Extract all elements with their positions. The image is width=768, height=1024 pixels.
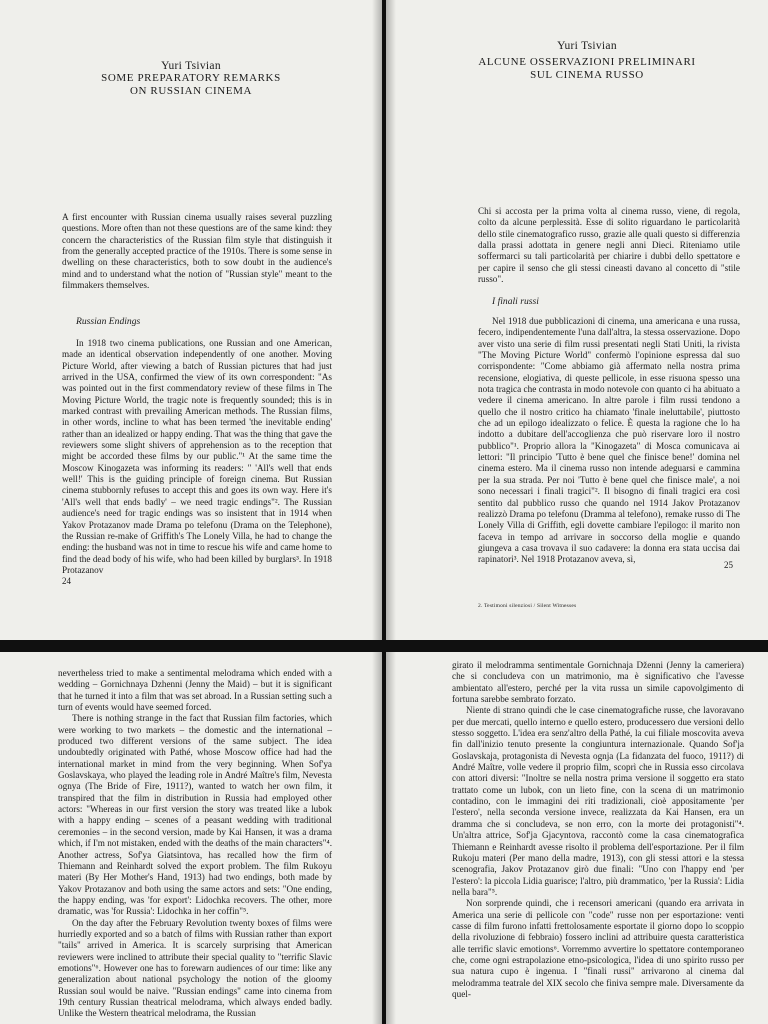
- title-line-1: SOME PREPARATORY REMARKS: [101, 72, 281, 84]
- intro-paragraph: [62, 212, 332, 291]
- section-text: Nel 1918 due pubblicazioni di cinema, una americana e una russa, fecero, indipendentemente l'una dall'altra, la stessa osservazione. Dopo aver visto una serie di film russi presentati negli Stati Uniti, la rivista "The Moving Picture World" confermò l'opinione espressa dal suo corrispondente: "Come abbiamo già affermato nella nostra prima recensione, elogiativa, di queste pellicole, in esse risuona spesso una nota tragica che contrasta in modo notevole con quanto ci ha abituato a vedere il cinema americano. In altre parole i film russi tendono a quello che il nostro critico ha chiamato 'finale ineluttabile', piuttosto che ad un epilogo idealizzato o felice. È questa la ragione che lo ha indotto a dubitare dell'accoglienza che può riservare loro il nostro pubblico"¹. Proprio allora la "Kinogazeta" di Mosca comunicava ai lettori: "Il principio 'Tutto è bene quel che finisce bene!' domina nel cinema estero. Ma il cinema russo non intende adeguarsi e cammina per la sua strada. Per noi 'Tutto è bene quel che finisce male', a noi sono necessari i finali tragici"². Il bisogno di finali tragici era così sentito dal pubblico russo che quando nel 1914 Jakov Protazanov realizzò Drama po telefonu (Dramma al telefono), remake russo di The Lonely Villa di Griffith, egli dovette cambiare l'epilogo: il marito non faceva in tempo ad arrivare in soccorso della moglie e quando giungeva a casa trovava il suo cadavere: la donna era stata uccisa dai rapinatori³. Nel 1918 Protazanov aveva, sì,: [478, 316, 740, 565]
- gutter-shadow: [372, 652, 382, 1024]
- running-footer: 2. Testimoni silenziosi / Silent Witnesses: [478, 603, 577, 609]
- paragraph-1: girato il melodramma sentimentale Gornichnaja Dženni (Jenny la cameriera) che si concludeva con un matrimonio, ma è significativo che l'avesse ambientato all'estero, perché per la vita russa un simile capovolgimento di fortuna sarebbe sembrato forzato.: [452, 660, 744, 705]
- page-number: 24: [62, 576, 71, 586]
- paragraph-3: Non sorprende quindi, che i recensori americani (quando era arrivata in America una serie di pellicole con "code" russe non per esportazione: venti casse di film furono infatti frettolosamente esportate il giorno dopo lo scoppio della rivoluzione di febbraio) fossero inclini ad attribuire questa caratteristica alle terrific slavic emotions⁶. Vorremmo avvertire lo spettatore contemporaneo che, come ogni estrapolazione etno-psicologica, l'idea di uno spirito russo per sua natura cupo è ingenua. I "finali russi" arrivarono al cinema dal melodramma teatrale del XIX secolo che finiva sempre male. Diversamente da quel-: [452, 898, 744, 999]
- gutter-shadow: [372, 0, 382, 640]
- intro-paragraph: [478, 206, 740, 285]
- section-text: In 1918 two cinema publications, one Russian and one American, made an identical observation independently of one another. Moving Picture World, after viewing a batch of Russian pictures that had just arrived in the USA, confirmed the view of its own correspondent: "As was pointed out in the first commendatory review of these films in The Moving Picture World, the tragic note is frequently sounded; this is in marked contrast with prevailing American methods. The Russian films, in other words, incline to what has been termed 'the inevitable ending' rather than an idealized or happy ending. That was the thing that gave the reviewers some slight shivers of apprehension as to the reception that might be accorded these films by our public."¹ At the same time the Moscow Kinogazeta was informing its readers: " 'All's well that ends well!' This is the guiding principle of foreign cinema. But Russian cinema stubbornly refuses to accept this and goes its own way. Here it's 'All's well that ends badly' – we need tragic endings"². The Russian audience's need for tragic endings was so insistent that in 1914 when Yakov Protazanov made Drama po telefonu (Drama on the Telephone), the Russian re-make of Griffith's The Lonely Villa, he had to change the ending: the husband was not in time to rescue his wife and came home to find the dead body of his wife, who had been killed by burglars³. In 1918 Protazanov: [62, 338, 332, 575]
- paragraph-3: On the day after the February Revolution twenty boxes of films were hurriedly exported and so a batch of films with Russian rather than export "tails" arrived in America. It is scarcely surprising that American reviewers were inclined to attribute their special quality to "terrific Slavic emotions"⁶. However one has to forewarn audiences of our time: like any generalization about national psychology the notion of the gloomy Russian soul would be naive. "Russian endings" came into cinema from 19th century Russian theatrical melodrama, which always ended badly. Unlike the Western theatrical melodrama, the Russian: [58, 917, 332, 1019]
- page-26-english: [0, 652, 382, 1024]
- essay-title: [406, 56, 768, 82]
- paragraph-2: There is nothing strange in the fact that Russian film factories, which were working to two markets – the domestic and the international – produced two different versions of the same subject. The idea undoubtedly originated with Pathé, whose Moscow office had had the international market in mind from the very beginning. When Sof'ya Goslavskaya, who played the leading role in André Maître's film, Nevesta ognya (The Bride of Fire, 1911?), wanted to watch her own film, it transpired that the film in distribution in Russia had employed other actors: "Whereas in our first version the story was treated like a lubok with a happy ending – scenes of a peasant wedding with traditional ceremonies – in the second version, made by Kai Hansen, it was a drama which, if I'm not mistaken, ended with the deaths of the main characters"⁴. Another actress, Sof'ya Giatsintova, has recalled how the firm of Thiemann and Reinhardt solved the export problem. The film Rukoyu materi (By Her Mother's Hand, 1913) had two endings, both made by Yakov Protazanov and both using the same actors and sets: "One ending, the happy ending, was 'for export': Lidochka recovers. The other, more dramatic, was 'for Russia': Lidochka in her coffin"⁵.: [58, 713, 332, 917]
- section-body: [62, 338, 332, 576]
- page-25-italian: [386, 0, 768, 640]
- title-line-1: ALCUNE OSSERVAZIONI PRELIMINARI: [478, 56, 696, 68]
- page-number: 25: [724, 560, 733, 570]
- title-line-2: SUL CINEMA RUSSO: [530, 69, 644, 81]
- body-column: [452, 660, 744, 1000]
- gutter-shadow: [386, 0, 396, 640]
- body-column: [58, 668, 332, 1020]
- section-body: [478, 316, 740, 566]
- section-heading: I finali russi: [492, 296, 539, 307]
- author-name: Yuri Tsivian: [161, 60, 221, 72]
- paragraph-2: Niente di strano quindi che le case cinematografiche russe, che lavoravano per due mercati, quello interno e quello estero, producessero due versioni dello stesso soggetto. L'idea era senz'altro della Pathé, la cui filiale moscovita aveva fin dall'inizio tenuto presente la congiuntura internazionale. Quando Sof'ja Goslavskaja, protagonista di Nevesta ognja (La fidanzata del fuoco, 1911?) di André Maître, volle vedere il proprio film, scoprì che in Russia esso circolava con attori diversi: "Inoltre se nella nostra prima versione il soggetto era stato trattato come un lubok, con un lieto fine, con la scena di un matrimonio contadino, con le immagini dei riti tradizionali, cioè appositamente 'per l'estero', nella seconda versione invece, realizzata da Kai Hansen, era un dramma che si concludeva, se non erro, con la morte dei protagonisti"⁴. Un'altra attrice, Sof'ja Gjacyntova, raccontò come la casa cinematografica Thiemann e Reinhardt avesse risolto il problema dell'esportazione. Per il film Rukoju materi (Per mano della madre, 1913), con gli stessi attori e la stessa scenografia, Jakov Protazanov girò due finali: "Uno con l'happy end 'per l'estero': la piccola Lidia guarisce; l'altro, più drammatico, 'per la Russia': Lidia nella bara"⁵.: [452, 705, 744, 897]
- scan-divider: [0, 640, 768, 652]
- page-24-english: [0, 0, 382, 640]
- paragraph-1: nevertheless tried to make a sentimental melodrama which ended with a wedding – Gornichnaya Dzhenni (Jenny the Maid) – but it is significant that he turned it into a film that was set abroad. In a Russian setting such a turn of events would have seemed forced.: [58, 668, 332, 713]
- author-name: Yuri Tsivian: [557, 40, 617, 52]
- intro-text: A first encounter with Russian cinema usually raises several puzzling questions. More often than not these questions are of the same kind: they concern the characteristics of the Russian film style that distinguish it from the generally accepted practice of the 1910s. There is some sense in dwelling on these characteristics, both to sow doubt in the audience's mind and to understand what the notion of "Russian style" meant to the filmmakers themselves.: [62, 212, 332, 291]
- essay-title: [0, 72, 382, 98]
- section-heading: Russian Endings: [76, 316, 141, 327]
- intro-text: Chi si accosta per la prima volta al cinema russo, viene, di regola, colto da alcune perplessità. Esse di solito riguardano le particolarità dello stile cinematografico russo, grazie alle quali questo si differenzia dalla prassi adottata in genere negli anni Dieci. Riteniamo utile soffermarci su tali particolarità per chiarire i dubbi dello spettatore e per capire il senso che gli stessi cineasti davano al concetto di "stile russo".: [478, 206, 740, 285]
- page-27-italian: [386, 652, 768, 1024]
- gutter-shadow: [386, 652, 396, 1024]
- title-line-2: ON RUSSIAN CINEMA: [129, 85, 253, 97]
